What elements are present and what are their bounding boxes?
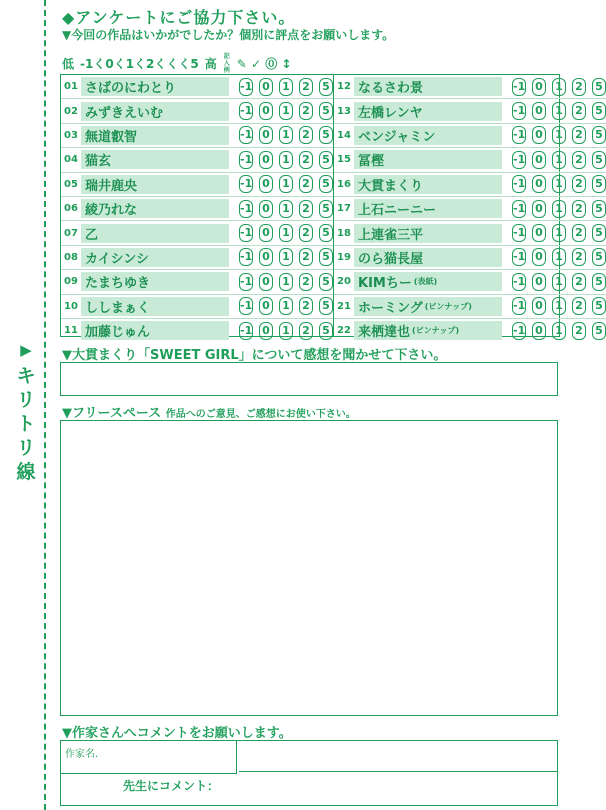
rating-option[interactable]: 2 (299, 102, 313, 120)
author-name (354, 272, 502, 291)
rating-option[interactable]: 0 (259, 175, 273, 193)
author-name (81, 248, 229, 267)
rating-option[interactable]: 5 (319, 175, 333, 193)
comment-label: 先生にコメント： (123, 779, 220, 793)
rating-option[interactable]: 1 (279, 175, 293, 193)
rating-row (334, 75, 606, 99)
rating-option[interactable]: 1 (279, 248, 293, 266)
author-name-text: ベンジャミン (358, 129, 436, 145)
rating-options (512, 175, 606, 193)
rating-option[interactable]: 5 (319, 297, 333, 315)
author-name (354, 224, 502, 243)
rating-row (334, 270, 606, 294)
rating-option[interactable]: 1 (279, 297, 293, 315)
author-name (81, 321, 229, 340)
author-name (81, 77, 229, 96)
rating-option[interactable]: -1 (512, 248, 526, 266)
author-name (81, 102, 229, 121)
free-space-box[interactable] (60, 420, 558, 716)
author-name-text: みずきえいむ (85, 105, 164, 121)
rating-option[interactable]: 2 (572, 78, 586, 96)
author-name-text: たまちゆき (85, 276, 151, 292)
rating-row (334, 173, 606, 197)
author-note: (ピンナップ) (412, 326, 460, 336)
rating-options (512, 322, 606, 340)
author-name-text: ししまぁく (85, 300, 151, 316)
row-number: 08 (64, 251, 78, 263)
rating-option[interactable]: 0 (259, 151, 273, 169)
row-number: 01 (64, 81, 78, 93)
author-name (81, 150, 229, 169)
scale-high: 高 (204, 57, 217, 71)
rating-option[interactable]: -1 (239, 126, 253, 144)
author-name-text: 綾乃れな (85, 203, 138, 219)
cut-arrow-icon: ▶ (20, 341, 32, 359)
rating-option[interactable]: 0 (259, 224, 273, 242)
rating-options (512, 200, 606, 218)
rating-option[interactable]: 2 (299, 200, 313, 218)
rating-options (512, 78, 606, 96)
rating-row (61, 246, 333, 270)
rating-option[interactable]: 0 (259, 126, 273, 144)
rating-option[interactable]: 0 (532, 78, 546, 96)
rating-row (334, 295, 606, 319)
author-name-text: 左橋レンヤ (358, 105, 423, 121)
rating-row (61, 270, 333, 294)
author-name (81, 199, 229, 218)
rating-option[interactable]: 0 (532, 322, 546, 340)
rating-option[interactable]: 1 (552, 297, 566, 315)
rating-option[interactable]: 2 (299, 297, 313, 315)
author-comment-box (60, 740, 558, 806)
rating-option[interactable]: 2 (572, 175, 586, 193)
row-number: 02 (64, 105, 78, 117)
rating-option[interactable]: 0 (532, 126, 546, 144)
sweet-girl-comment-box[interactable] (60, 362, 558, 396)
rating-options (512, 297, 606, 315)
row-number: 07 (64, 227, 78, 239)
rating-options (239, 273, 333, 291)
row-number: 20 (337, 276, 351, 288)
rating-option[interactable]: 0 (532, 224, 546, 242)
author-name (354, 126, 502, 145)
rating-option[interactable]: 5 (319, 273, 333, 291)
row-number: 05 (64, 178, 78, 190)
pencil-icon: ✎ ✓ ⓪ ↕ (236, 57, 292, 71)
rating-option[interactable]: -1 (239, 273, 253, 291)
author-name (354, 297, 502, 316)
author-name-text: 猫玄 (85, 154, 112, 170)
rating-option[interactable]: 1 (552, 322, 566, 340)
author-note: (ピンナップ) (424, 301, 472, 311)
rating-option[interactable]: 1 (552, 102, 566, 120)
section-free-space-title (62, 402, 356, 421)
rating-option[interactable]: -1 (239, 224, 253, 242)
rating-row (334, 246, 606, 270)
survey-title: ◆アンケートにご協力下さい。 (62, 8, 296, 27)
rating-option[interactable]: -1 (239, 200, 253, 218)
row-number: 10 (64, 300, 78, 312)
author-name (81, 175, 229, 194)
rating-options (512, 102, 606, 120)
row-number: 06 (64, 203, 78, 215)
rating-option[interactable]: -1 (239, 151, 253, 169)
rating-option[interactable]: 2 (572, 322, 586, 340)
rating-option[interactable]: 0 (259, 248, 273, 266)
rating-row (334, 319, 606, 342)
rating-row (334, 124, 606, 148)
author-name-text: 無道叡智 (85, 129, 138, 145)
rating-option[interactable]: 5 (592, 224, 606, 242)
author-name (354, 175, 502, 194)
rating-option[interactable]: -1 (239, 297, 253, 315)
rating-option[interactable]: 1 (279, 102, 293, 120)
rating-row (61, 148, 333, 172)
rating-option[interactable]: 5 (319, 200, 333, 218)
rating-option[interactable]: 5 (592, 322, 606, 340)
rating-option[interactable]: -1 (512, 126, 526, 144)
free-space-subtitle: 作品へのご意見、ご感想にお使い下さい。 (165, 409, 356, 420)
row-number: 12 (337, 81, 351, 93)
rating-option[interactable]: 1 (552, 273, 566, 291)
rating-option[interactable]: -1 (512, 175, 526, 193)
rating-row (61, 197, 333, 221)
rating-options (239, 322, 333, 340)
rating-option[interactable]: 5 (319, 248, 333, 266)
rating-option[interactable]: -1 (239, 322, 253, 340)
author-name (81, 126, 229, 145)
rating-option[interactable]: 5 (592, 102, 606, 120)
rating-option[interactable]: 2 (299, 151, 313, 169)
scale-low: 低 (62, 57, 75, 71)
rating-option[interactable]: 5 (592, 175, 606, 193)
rating-options (239, 175, 333, 193)
row-number: 21 (337, 300, 351, 312)
scale-example-note: 記入例 (223, 53, 230, 74)
rating-scale (62, 53, 291, 74)
rating-options (239, 224, 333, 242)
rating-options (512, 224, 606, 242)
rating-option[interactable]: 1 (279, 273, 293, 291)
rating-options (239, 78, 333, 96)
rating-option[interactable]: 1 (552, 126, 566, 144)
survey-header (62, 8, 562, 43)
rating-options (239, 248, 333, 266)
rating-options (239, 297, 333, 315)
rating-option[interactable]: 5 (319, 322, 333, 340)
author-name-text: さばのにわとり (85, 81, 177, 97)
cut-label (12, 338, 40, 484)
rating-option[interactable]: 2 (299, 322, 313, 340)
rating-option[interactable]: 1 (552, 200, 566, 218)
rating-option[interactable]: 1 (279, 78, 293, 96)
author-name (354, 321, 502, 340)
rating-option[interactable]: 2 (572, 273, 586, 291)
section-sweet-girl-title: ▼大貫まくり「SWEET GIRL」について感想を聞かせて下さい。 (62, 348, 447, 363)
rating-option[interactable]: 2 (299, 126, 313, 144)
rating-option[interactable]: 2 (299, 248, 313, 266)
rating-options (239, 102, 333, 120)
author-name-text: 乙 (85, 227, 99, 243)
author-name (354, 199, 502, 218)
rating-row (61, 99, 333, 123)
rating-option[interactable]: 2 (572, 200, 586, 218)
rating-row (61, 124, 333, 148)
rating-option[interactable]: 2 (572, 126, 586, 144)
author-name-text: 上連雀三平 (358, 227, 424, 243)
rating-options (512, 248, 606, 266)
rating-row (61, 75, 333, 99)
rating-option[interactable]: 2 (572, 297, 586, 315)
author-note: (表紙) (413, 277, 438, 287)
author-name (354, 77, 502, 96)
free-space-title: ▼フリースペース (62, 406, 162, 421)
rating-option[interactable]: 2 (572, 248, 586, 266)
rating-row (334, 197, 606, 221)
rating-option[interactable]: 5 (592, 126, 606, 144)
rating-option[interactable]: 5 (592, 273, 606, 291)
rating-option[interactable]: 0 (532, 200, 546, 218)
row-number: 15 (337, 154, 351, 166)
rating-options (512, 151, 606, 169)
author-name-text: 冨樫 (358, 154, 385, 170)
rating-option[interactable]: 5 (592, 200, 606, 218)
rating-row (61, 295, 333, 319)
rating-option[interactable]: 2 (572, 151, 586, 169)
row-number: 19 (337, 251, 351, 263)
rating-option[interactable]: -1 (512, 200, 526, 218)
author-name-text: 上石ニーニー (358, 203, 437, 219)
scale-values: -1く0く1く2くくく5 (80, 57, 199, 71)
rating-row (61, 173, 333, 197)
rating-option[interactable]: 1 (279, 151, 293, 169)
rating-option[interactable]: 0 (259, 78, 273, 96)
author-name-text: 大貫まくり (358, 178, 424, 194)
rating-option[interactable]: 5 (592, 297, 606, 315)
rating-option[interactable]: 5 (319, 126, 333, 144)
row-number: 16 (337, 178, 351, 190)
author-name-text: のら猫長屋 (358, 251, 424, 267)
rating-option[interactable]: 2 (299, 273, 313, 291)
rating-row (61, 319, 333, 342)
rating-option[interactable]: 1 (552, 175, 566, 193)
rating-option[interactable]: -1 (512, 297, 526, 315)
row-number: 17 (337, 203, 351, 215)
rating-option[interactable]: -1 (239, 175, 253, 193)
rating-row (334, 99, 606, 123)
rating-option[interactable]: -1 (512, 224, 526, 242)
rating-option[interactable]: 0 (259, 297, 273, 315)
rating-option[interactable]: 0 (532, 297, 546, 315)
cut-label-text: キリトリ線 (16, 365, 36, 483)
rating-option[interactable]: 0 (259, 322, 273, 340)
survey-subtitle: ▼今回の作品はいかがでしたか？個別に評点をお願いします。 (62, 28, 395, 42)
rating-options (512, 273, 606, 291)
rating-option[interactable]: -1 (239, 102, 253, 120)
author-name-text: ホーミング (358, 300, 423, 316)
author-name-text: 瑞井鹿央 (85, 178, 138, 194)
rating-option[interactable]: -1 (239, 248, 253, 266)
rating-option[interactable]: 1 (279, 224, 293, 242)
rating-option[interactable]: -1 (512, 273, 526, 291)
rating-option[interactable]: 2 (299, 224, 313, 242)
rating-option[interactable]: -1 (512, 322, 526, 340)
row-number: 04 (64, 154, 78, 166)
author-name-text: なるさわ景 (358, 81, 424, 97)
row-number: 13 (337, 105, 351, 117)
author-name-label: 作家名. (65, 749, 99, 760)
rating-option[interactable]: 1 (279, 322, 293, 340)
rating-option[interactable]: -1 (512, 102, 526, 120)
rating-option[interactable]: -1 (512, 78, 526, 96)
author-name (354, 102, 502, 121)
rating-option[interactable]: 0 (532, 151, 546, 169)
rating-table (60, 74, 603, 341)
rating-column-right (333, 75, 606, 341)
rating-option[interactable]: 0 (259, 102, 273, 120)
author-name-text: カイシンシ (85, 251, 149, 267)
rating-option[interactable]: 1 (552, 78, 566, 96)
row-number: 09 (64, 276, 78, 288)
rating-row (334, 148, 606, 172)
author-name-text: 来栖達也 (358, 325, 411, 341)
rating-option[interactable]: 5 (319, 151, 333, 169)
author-name-text: KIMちー (358, 276, 412, 292)
author-name (81, 224, 229, 243)
rating-option[interactable]: 0 (259, 273, 273, 291)
author-name-text: 加藤じゅん (85, 325, 151, 341)
row-number: 18 (337, 227, 351, 239)
rating-option[interactable]: 5 (319, 78, 333, 96)
author-name (81, 272, 229, 291)
rating-option[interactable]: 1 (279, 200, 293, 218)
rating-option[interactable]: 2 (572, 102, 586, 120)
rating-column-left (61, 75, 333, 341)
rating-option[interactable]: 0 (532, 102, 546, 120)
comment-divider (239, 771, 557, 772)
rating-option[interactable]: 2 (299, 78, 313, 96)
rating-option[interactable]: 0 (532, 175, 546, 193)
rating-option[interactable]: 1 (279, 126, 293, 144)
rating-option[interactable]: 1 (552, 248, 566, 266)
rating-options (239, 151, 333, 169)
rating-option[interactable]: 5 (592, 151, 606, 169)
rating-options (239, 126, 333, 144)
author-name (81, 297, 229, 316)
rating-option[interactable]: 0 (532, 248, 546, 266)
rating-option[interactable]: -1 (512, 151, 526, 169)
rating-option[interactable]: 5 (592, 248, 606, 266)
rating-option[interactable]: 1 (552, 151, 566, 169)
author-name (354, 150, 502, 169)
rating-option[interactable]: 5 (319, 102, 333, 120)
rating-option[interactable]: -1 (239, 78, 253, 96)
rating-row (61, 221, 333, 245)
rating-option[interactable]: 5 (592, 78, 606, 96)
cut-line (44, 0, 46, 810)
row-number: 22 (337, 325, 351, 337)
author-name (354, 248, 502, 267)
rating-option[interactable]: 2 (299, 175, 313, 193)
section-author-comment-title: ▼作家さんへコメントをお願いします。 (62, 726, 292, 741)
rating-option[interactable]: 0 (532, 273, 546, 291)
row-number: 03 (64, 129, 78, 141)
rating-options (512, 126, 606, 144)
rating-options (239, 200, 333, 218)
rating-option[interactable]: 2 (572, 224, 586, 242)
row-number: 11 (64, 325, 78, 337)
rating-option[interactable]: 5 (319, 224, 333, 242)
rating-option[interactable]: 1 (552, 224, 566, 242)
rating-option[interactable]: 0 (259, 200, 273, 218)
row-number: 14 (337, 129, 351, 141)
rating-row (334, 221, 606, 245)
